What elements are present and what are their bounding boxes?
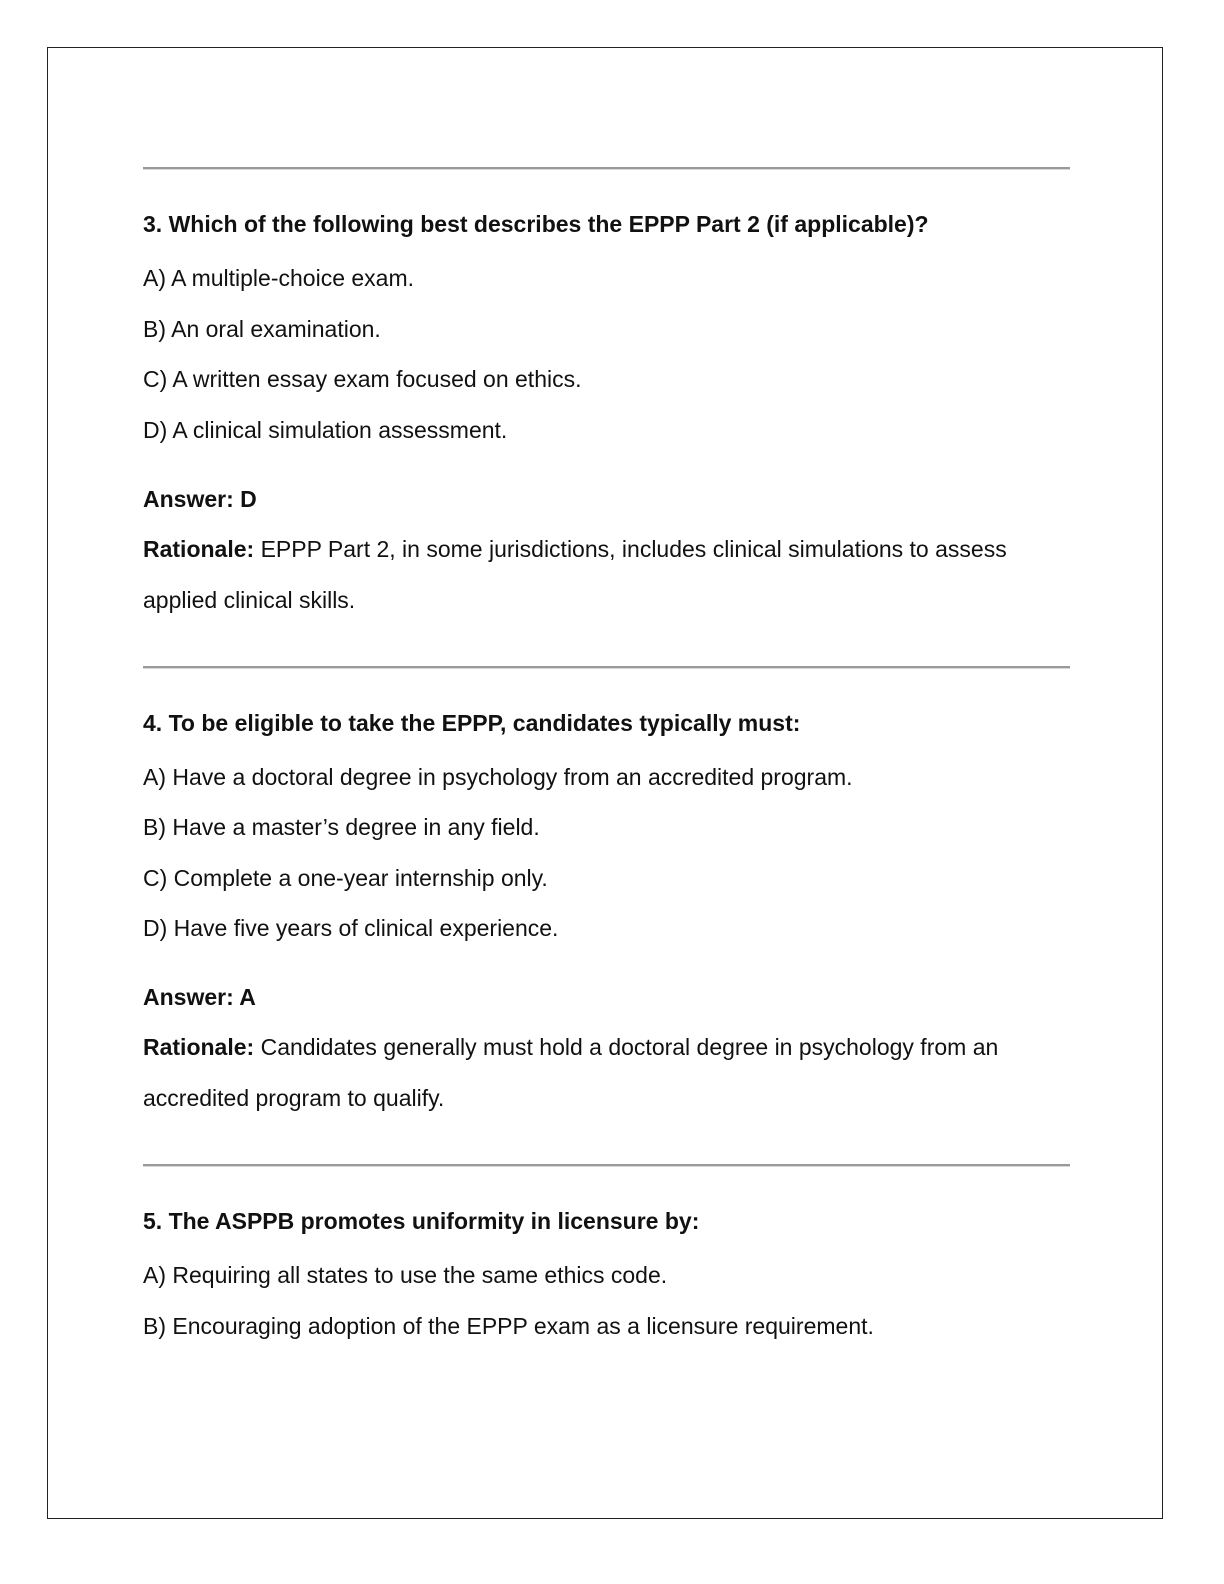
question-3: [143, 210, 1070, 626]
option-b: B) Have a master’s degree in any field.: [143, 814, 540, 840]
option-c: C) A written essay exam focused on ethics.: [143, 366, 582, 392]
section-divider: [143, 1164, 1070, 1167]
question-4: [143, 709, 1070, 1125]
option-b: B) Encouraging adoption of the EPPP exam as a licensure requirement.: [143, 1312, 874, 1339]
answer-line: Answer: D: [143, 485, 257, 512]
option-c: C) Complete a one-year internship only.: [143, 864, 548, 891]
section-divider: [143, 666, 1070, 669]
rationale: [143, 524, 1070, 626]
rationale-text: EPPP Part 2, in some jurisdictions, includes clinical simulations to assess applied clinical skills.: [143, 535, 1007, 613]
option-d: D) A clinical simulation assessment.: [143, 416, 508, 443]
question-5: [143, 1207, 1070, 1340]
rationale-text: Candidates generally must hold a doctoral degree in psychology from an accredited program to qualify.: [143, 1034, 999, 1111]
document-content: [143, 167, 1070, 1340]
section-divider: [143, 167, 1070, 170]
rationale: [143, 1022, 1070, 1124]
option-b: B) An oral examination.: [143, 315, 381, 342]
question-text: 5. The ASPPB promotes uniformity in licensure by:: [143, 1208, 700, 1234]
option-d: D) Have five years of clinical experience.: [143, 915, 559, 941]
question-text: 4. To be eligible to take the EPPP, candidates typically must:: [143, 709, 801, 736]
option-a: A) A multiple-choice exam.: [143, 265, 415, 291]
option-a: A) Requiring all states to use the same ethics code.: [143, 1262, 668, 1288]
rationale-label: Rationale:: [143, 535, 255, 562]
answer-line: Answer: A: [143, 984, 256, 1010]
option-a: A) Have a doctoral degree in psychology from an accredited program.: [143, 763, 853, 790]
question-text: 3. Which of the following best describes the EPPP Part 2 (if applicable)?: [143, 211, 929, 237]
rationale-label: Rationale:: [143, 1034, 255, 1060]
